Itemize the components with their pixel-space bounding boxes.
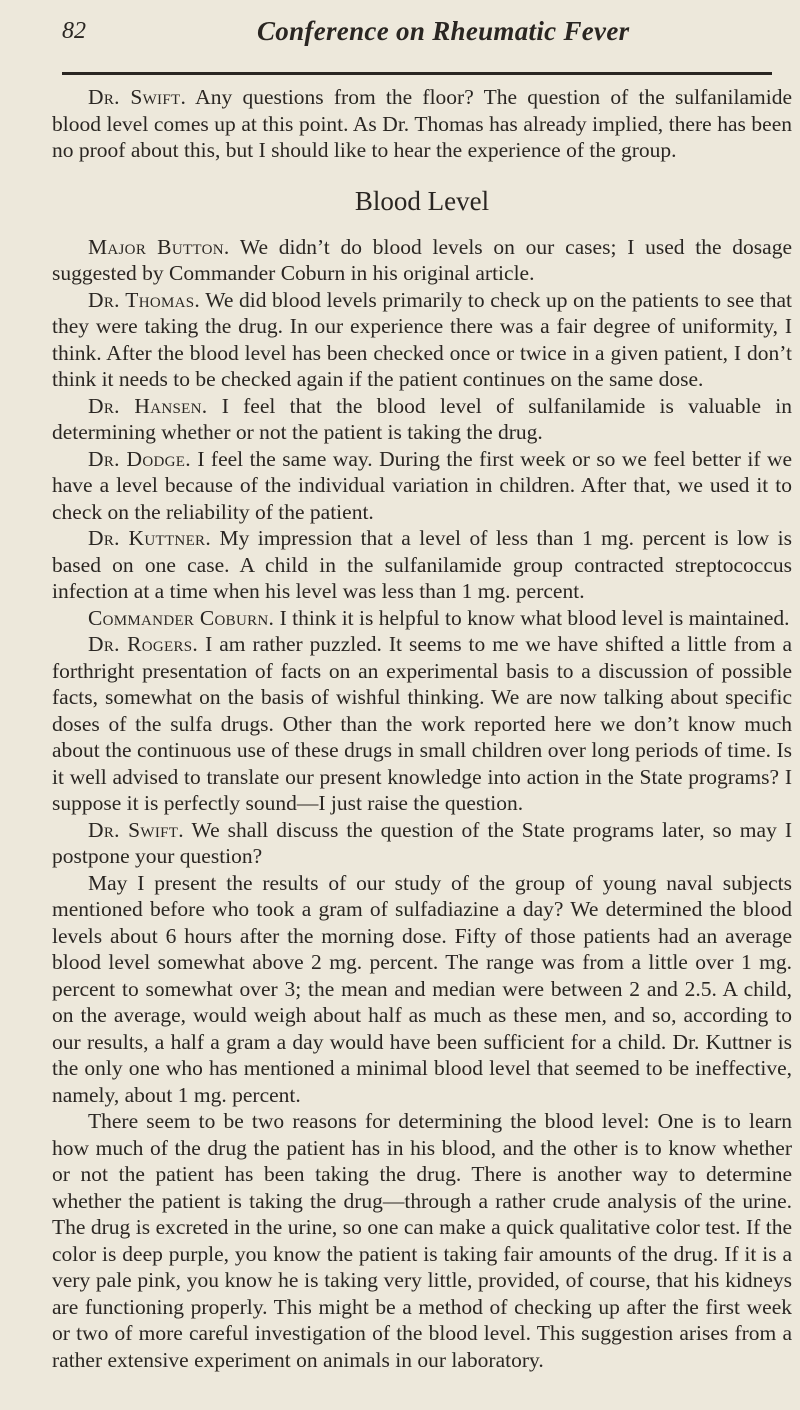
paragraph-text: Any questions from the floor? The question of the sulfanilamide blood level comes up at this point. As Dr. Thomas has already implied, there has been no proof about this, but I should like to hear the experience of the group. — [52, 85, 792, 162]
paragraph-text: There seem to be two reasons for determining the blood level: One is to learn how much of the drug the patient has in his blood, and the other is to know whether or not the patient has been taking the drug. There is another way to determine whether the patient is taking the drug—through a rather crude analysis of the urine. The drug is excreted in the urine, so one can make a quick qualitative color test. If the color is deep purple, you know the patient is taking fair amounts of the drug. If it is a very pale pink, you know he is taking very little, provided, of course, that his kidneys are functioning properly. This might be a method of checking up after the first week or two of more careful investigation of the blood level. This suggestion arises from a rather extensive experiment on animals in our laboratory. — [52, 1109, 792, 1372]
paragraph-text: I am rather puzzled. It seems to me we have shifted a little from a forthright presentation of facts on an experimental basis to a discussion of possible facts, somewhat on the basis of wishful thinking. We are now talking about specific doses of the sulfa drugs. Other than the work reported here we don’t know much about the continuous use of these drugs in small children over long periods of time. Is it well advised to translate our present knowledge into action in the State programs? I suppose it is perfectly sound—I just raise the question. — [52, 632, 792, 815]
paragraph — [52, 287, 792, 393]
paragraph-text: May I present the results of our study of the group of young naval subjects mentioned before who took a gram of sulfadiazine a day? We determined the blood levels about 6 hours after the morning dose. Fifty of those patients had an average blood level somewhat above 2 mg. percent. The range was from a little over 1 mg. percent to somewhat over 3; the mean and median were between 2 and 2.5. A child, on the average, would weigh about half as much as these men, and so, according to our results, a half a gram a day would have been sufficient for a child. Dr. Kuttner is the only one who has mentioned a minimal blood level that seemed to be ineffective, namely, about 1 mg. percent. — [52, 870, 792, 1107]
paragraph-text: We shall discuss the question of the State programs later, so may I postpone your question? — [52, 817, 792, 868]
paragraph-text: I feel that the blood level of sulfanilamide is valuable in determining whether or not the patient is taking the drug. — [52, 393, 792, 444]
speaker-name: Dr. Rogers. — [88, 632, 199, 656]
paragraph — [52, 393, 792, 446]
speaker-name: Dr. Thomas. — [88, 287, 201, 312]
speaker-name: Major Button. — [88, 234, 230, 259]
paragraph — [52, 605, 792, 632]
body-text — [52, 84, 792, 1373]
speaker-name: Dr. Hansen. — [88, 393, 208, 418]
paragraph-text: I think it is helpful to know what blood level is maintained. — [274, 605, 790, 630]
paragraph — [52, 525, 792, 605]
speaker-name: Dr. Dodge. — [88, 446, 191, 471]
header-rule — [62, 72, 772, 75]
page-header — [62, 12, 772, 56]
paragraph — [52, 1108, 792, 1373]
paragraph — [52, 446, 792, 526]
running-title: Conference on Rheumatic Fever — [257, 16, 630, 46]
intro-paragraph — [52, 84, 792, 164]
speaker-name: Dr. Swift. — [88, 817, 184, 842]
paragraph — [52, 817, 792, 870]
section-heading: Blood Level — [354, 185, 490, 216]
paragraph-text: I feel the same way. During the first week or so we feel better if we have a level because of the individual variation in children. After that, we used it to check on the reliability of the patient. — [52, 446, 793, 524]
speaker-name: Commander Coburn. — [88, 605, 275, 630]
speaker-name: Dr. Kuttner. — [88, 526, 212, 550]
paragraph-text: We did blood levels primarily to check up on the patients to see that they were taking the drug. In our experience there was a fair degree of uniformity, I think. After the blood level has been checked once or twice in a given patient, I don’t think it needs to be checked again if the patient continues on the same dose. — [52, 287, 792, 391]
paragraph-text: We didn’t do blood levels on our cases; I used the dosage suggested by Commander Coburn in his original article. — [52, 234, 792, 285]
paragraph-text: My impression that a level of less than 1 mg. percent is low is based on one case. A child in the sulfanilamide group contracted streptococcus infection at a time when his level was less than 1 mg. percent. — [52, 526, 792, 603]
paragraph — [52, 234, 792, 287]
paragraph — [52, 631, 792, 817]
page-number: 82 — [62, 18, 86, 44]
paragraph — [52, 870, 792, 1109]
speaker-name: Dr. Swift. — [88, 85, 187, 109]
